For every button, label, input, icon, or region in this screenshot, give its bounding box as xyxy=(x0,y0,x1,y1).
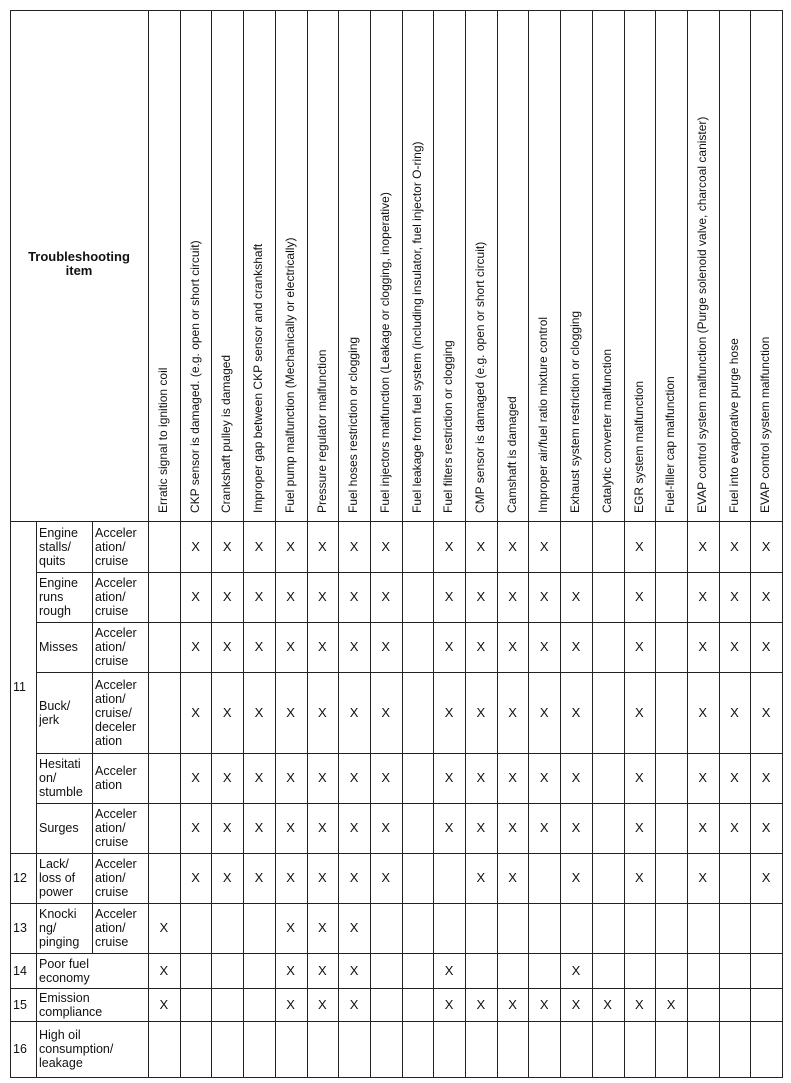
x-mark: X xyxy=(254,538,264,554)
x-mark: X xyxy=(159,920,169,935)
row-item-label: Lack/ loss of power xyxy=(39,857,76,899)
x-mark: X xyxy=(286,820,295,835)
group-number: 12 xyxy=(13,871,27,885)
x-mark: X xyxy=(286,639,295,654)
column-divider xyxy=(592,10,593,1077)
row-divider xyxy=(10,988,782,989)
group-number: 11 xyxy=(13,680,26,694)
x-mark: X xyxy=(191,820,200,835)
column-header: Improper air/fuel ratio mixture control xyxy=(536,316,551,513)
column-divider xyxy=(782,10,783,1077)
column-divider xyxy=(528,10,529,1077)
column-header: Improper gap between CKP sensor and crankshaft xyxy=(251,243,266,513)
x-mark: X xyxy=(318,538,327,554)
x-mark: X xyxy=(698,770,708,785)
column-header: Crankshaft pulley is damaged xyxy=(219,354,234,513)
row-divider xyxy=(36,753,782,754)
column-divider xyxy=(433,10,434,1077)
column-divider xyxy=(148,10,149,1077)
row-divider xyxy=(10,853,782,854)
row-item-label: Hesitati on/ stumble xyxy=(39,757,83,799)
x-mark: X xyxy=(571,962,581,978)
x-mark: X xyxy=(349,920,359,935)
row-condition-label: Acceler ation xyxy=(95,764,137,792)
row-condition-label: Acceler ation/ cruise xyxy=(95,576,137,618)
group-number: 15 xyxy=(13,997,27,1012)
x-mark: X xyxy=(476,589,486,604)
table-border-top xyxy=(10,10,782,11)
x-mark: X xyxy=(349,639,359,654)
x-mark: X xyxy=(761,770,771,785)
x-mark: X xyxy=(698,704,708,720)
group-number: 13 xyxy=(13,921,27,935)
x-mark: X xyxy=(603,996,612,1012)
x-mark: X xyxy=(349,870,359,885)
x-mark: X xyxy=(444,538,454,554)
x-mark: X xyxy=(476,870,486,885)
column-divider xyxy=(497,10,498,1077)
x-mark: X xyxy=(761,870,771,885)
x-mark: X xyxy=(476,538,486,554)
x-mark: X xyxy=(698,870,708,885)
x-mark: X xyxy=(254,639,264,654)
x-mark: X xyxy=(508,870,517,885)
x-mark: X xyxy=(476,820,486,835)
column-divider xyxy=(307,10,308,1077)
x-mark: X xyxy=(508,589,517,604)
x-mark: X xyxy=(571,639,581,654)
x-mark: X xyxy=(666,996,676,1012)
x-mark: X xyxy=(761,639,771,654)
x-mark: X xyxy=(191,704,200,720)
x-mark: X xyxy=(698,589,708,604)
x-mark: X xyxy=(191,770,200,785)
row-item-label: Surges xyxy=(39,821,79,835)
column-divider xyxy=(180,10,181,1077)
x-mark: X xyxy=(254,770,264,785)
row-item-label: Knocki ng/ pinging xyxy=(39,907,80,949)
x-mark: X xyxy=(318,996,327,1012)
row-condition-label: Acceler ation/ cruise xyxy=(95,907,137,949)
x-mark: X xyxy=(222,704,232,720)
column-header: CKP sensor is damaged. (e.g. open or short circuit) xyxy=(187,240,202,513)
column-header: Erratic signal to ignition coil xyxy=(156,367,170,513)
column-divider xyxy=(243,10,244,1077)
column-divider xyxy=(624,10,625,1077)
column-header: Fuel-filler cap malfunction xyxy=(663,376,678,513)
x-mark: X xyxy=(159,962,169,978)
x-mark: X xyxy=(286,589,295,604)
x-mark: X xyxy=(761,538,771,554)
item-condition-divider xyxy=(92,521,93,953)
x-mark: X xyxy=(381,538,391,554)
x-mark: X xyxy=(349,996,359,1012)
row-condition-label: Acceler ation/ cruise xyxy=(95,857,137,899)
x-mark: X xyxy=(539,589,549,604)
row-divider xyxy=(10,1021,782,1022)
x-mark: X xyxy=(318,770,327,785)
row-divider xyxy=(36,672,782,673)
x-mark: X xyxy=(571,996,581,1012)
column-header: EVAP control system malfunction (Purge solenoid valve, charcoal canister) xyxy=(694,116,709,513)
row-divider xyxy=(10,953,782,954)
column-header: EVAP control system malfunction xyxy=(758,336,773,513)
x-mark: X xyxy=(222,820,232,835)
x-mark: X xyxy=(222,589,232,604)
x-mark: X xyxy=(381,820,391,835)
row-item-label: Emission compliance xyxy=(39,990,103,1019)
column-header: EGR system malfunction xyxy=(631,380,646,513)
x-mark: X xyxy=(444,589,454,604)
x-mark: X xyxy=(635,770,644,785)
column-header: Camshaft is damaged xyxy=(504,396,519,513)
column-divider xyxy=(465,10,466,1077)
x-mark: X xyxy=(571,704,581,720)
group-number: 16 xyxy=(13,1042,27,1056)
x-mark: X xyxy=(349,820,359,835)
x-mark: X xyxy=(444,820,454,835)
row-divider xyxy=(36,803,782,804)
header-title: Troubleshooting item xyxy=(28,249,130,278)
row-divider xyxy=(36,622,782,623)
x-mark: X xyxy=(222,870,232,885)
x-mark: X xyxy=(318,589,327,604)
x-mark: X xyxy=(476,704,486,720)
row-item-label: Buck/ jerk xyxy=(39,698,71,727)
x-mark: X xyxy=(381,704,391,720)
x-mark: X xyxy=(222,770,232,785)
group-number: 14 xyxy=(13,963,27,978)
x-mark: X xyxy=(508,704,517,720)
x-mark: X xyxy=(444,770,454,785)
x-mark: X xyxy=(349,704,359,720)
x-mark: X xyxy=(444,639,454,654)
x-mark: X xyxy=(381,770,391,785)
column-divider xyxy=(719,10,720,1077)
x-mark: X xyxy=(730,820,739,835)
column-header: Fuel into evaporative purge hose xyxy=(726,338,741,513)
x-mark: X xyxy=(476,996,486,1012)
x-mark: X xyxy=(286,538,295,554)
column-header: Exhaust system restriction or clogging xyxy=(568,310,583,513)
row-condition-label: Acceler ation/ cruise xyxy=(95,626,137,668)
x-mark: X xyxy=(191,639,200,654)
x-mark: X xyxy=(254,704,264,720)
x-mark: X xyxy=(476,770,486,785)
row-condition-label: Acceler ation/ cruise xyxy=(95,525,137,568)
x-mark: X xyxy=(571,820,581,835)
x-mark: X xyxy=(571,770,581,785)
table-border-bottom xyxy=(10,1077,782,1078)
x-mark: X xyxy=(191,538,200,554)
row-item-label: Poor fuel economy xyxy=(39,956,90,985)
x-mark: X xyxy=(635,870,644,885)
column-divider xyxy=(275,10,276,1077)
row-item-label: Engine runs rough xyxy=(39,576,78,618)
column-divider xyxy=(370,10,371,1077)
column-header: Fuel pump malfunction (Mechanically or electrically) xyxy=(282,237,297,513)
x-mark: X xyxy=(761,704,771,720)
x-mark: X xyxy=(159,996,169,1012)
x-mark: X xyxy=(635,639,644,654)
x-mark: X xyxy=(222,538,232,554)
column-divider xyxy=(211,10,212,1077)
column-header: CMP sensor is damaged (e.g. open or short circuit) xyxy=(473,241,487,513)
row-item-label: High oil consumption/ leakage xyxy=(39,1028,114,1070)
x-mark: X xyxy=(286,996,295,1012)
table-border-left xyxy=(10,10,11,1077)
x-mark: X xyxy=(730,589,739,604)
x-mark: X xyxy=(635,996,644,1012)
x-mark: X xyxy=(318,704,327,720)
column-divider xyxy=(402,10,403,1077)
x-mark: X xyxy=(698,538,708,554)
x-mark: X xyxy=(539,538,549,554)
x-mark: X xyxy=(730,538,739,554)
x-mark: X xyxy=(286,870,295,885)
x-mark: X xyxy=(349,589,359,604)
x-mark: X xyxy=(318,920,327,935)
x-mark: X xyxy=(571,589,581,604)
x-mark: X xyxy=(761,820,771,835)
x-mark: X xyxy=(318,870,327,885)
x-mark: X xyxy=(254,870,264,885)
x-mark: X xyxy=(539,996,549,1012)
x-mark: X xyxy=(539,704,549,720)
x-mark: X xyxy=(222,639,232,654)
column-divider xyxy=(338,10,339,1077)
x-mark: X xyxy=(539,770,549,785)
x-mark: X xyxy=(444,996,454,1012)
x-mark: X xyxy=(508,996,517,1012)
x-mark: X xyxy=(444,704,454,720)
column-divider xyxy=(687,10,688,1077)
x-mark: X xyxy=(254,820,264,835)
x-mark: X xyxy=(286,770,295,785)
x-mark: X xyxy=(318,962,327,978)
column-header: Catalytic converter malfunction xyxy=(599,348,614,513)
x-mark: X xyxy=(286,962,295,978)
x-mark: X xyxy=(381,870,391,885)
x-mark: X xyxy=(508,770,517,785)
x-mark: X xyxy=(730,639,739,654)
x-mark: X xyxy=(349,770,359,785)
row-condition-label: Acceler ation/ cruise xyxy=(95,807,137,849)
x-mark: X xyxy=(286,920,295,935)
x-mark: X xyxy=(254,589,264,604)
column-header: Pressure regulator malfunction xyxy=(314,349,329,513)
x-mark: X xyxy=(381,639,391,654)
column-header: Fuel hoses restriction or clogging xyxy=(346,336,361,513)
x-mark: X xyxy=(508,538,517,554)
header-divider xyxy=(10,521,782,522)
column-header: Fuel leakage from fuel system (including insulator, fuel injector O-ring) xyxy=(409,141,424,513)
x-mark: X xyxy=(318,639,327,654)
column-divider xyxy=(750,10,751,1077)
x-mark: X xyxy=(539,820,549,835)
row-item-label: Misses xyxy=(39,640,78,654)
x-mark: X xyxy=(508,639,517,654)
x-mark: X xyxy=(635,704,644,720)
x-mark: X xyxy=(318,820,327,835)
row-divider xyxy=(10,903,782,904)
x-mark: X xyxy=(476,639,486,654)
x-mark: X xyxy=(539,639,549,654)
x-mark: X xyxy=(730,704,739,720)
x-mark: X xyxy=(349,962,359,978)
row-divider xyxy=(36,572,782,573)
x-mark: X xyxy=(508,820,517,835)
row-condition-label: Acceler ation/ cruise/ deceler ation xyxy=(95,677,137,748)
column-divider xyxy=(560,10,561,1077)
x-mark: X xyxy=(730,770,739,785)
x-mark: X xyxy=(191,589,200,604)
x-mark: X xyxy=(444,962,454,978)
column-header: Fuel injectors malfunction (Leakage or clogging, inoperative) xyxy=(377,192,392,513)
column-divider xyxy=(655,10,656,1077)
x-mark: X xyxy=(191,870,200,885)
x-mark: X xyxy=(761,589,771,604)
x-mark: X xyxy=(635,538,644,554)
x-mark: X xyxy=(635,820,644,835)
x-mark: X xyxy=(571,870,581,885)
x-mark: X xyxy=(286,704,295,720)
x-mark: X xyxy=(381,589,391,604)
row-item-label: Engine stalls/ quits xyxy=(39,525,78,568)
group-item-divider xyxy=(36,521,37,1077)
x-mark: X xyxy=(635,589,644,604)
column-header: Fuel filters restriction or clogging xyxy=(441,340,456,513)
x-mark: X xyxy=(698,820,708,835)
x-mark: X xyxy=(698,639,708,654)
x-mark: X xyxy=(349,538,359,554)
